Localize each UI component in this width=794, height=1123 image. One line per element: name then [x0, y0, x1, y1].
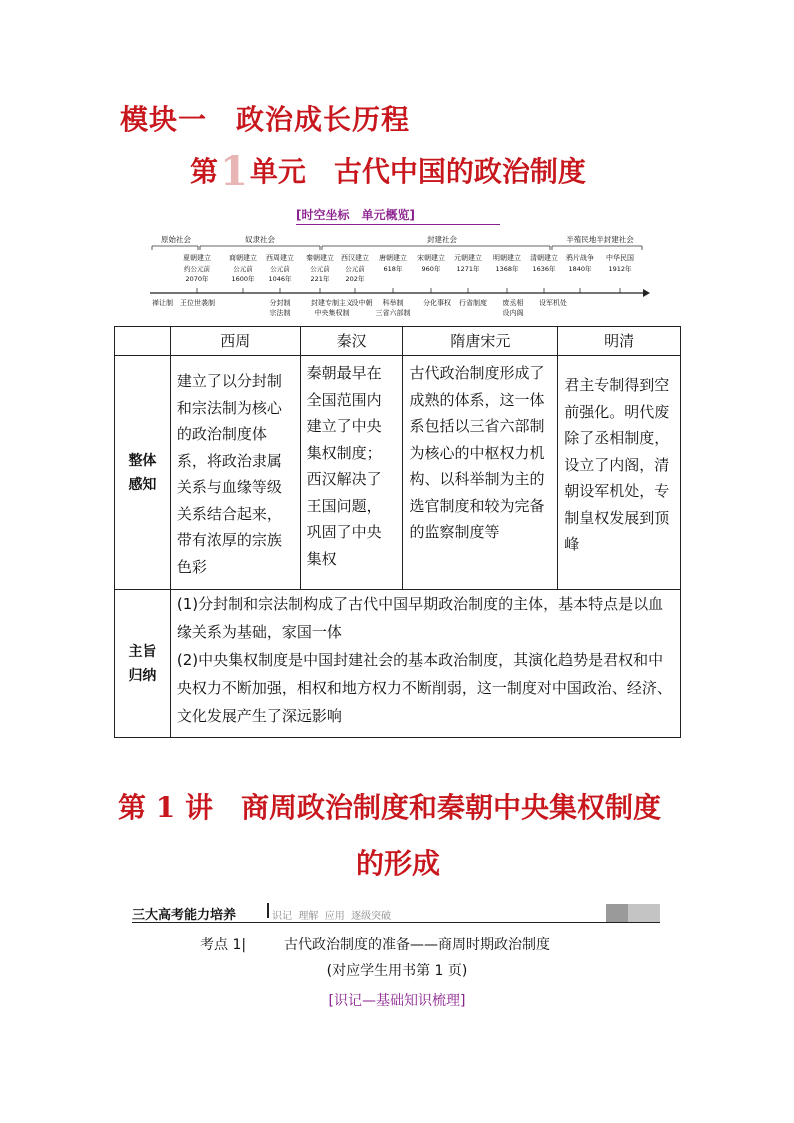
- timeline-period: 原始社会: [161, 235, 191, 244]
- ability-bar-subtitle: 识记 理解 应用 逐级突破: [272, 911, 392, 922]
- timeline-event-date: 1912年: [608, 265, 632, 273]
- timeline-institution: 分封制: [269, 299, 291, 307]
- timeline-institution: 禅让制: [152, 299, 173, 307]
- timeline-event-date: 1636年: [532, 265, 556, 273]
- timeline-institution: 中央集权制: [314, 309, 350, 317]
- row-head-overall: 整体 感知: [115, 356, 171, 590]
- unit-prefix: 第: [190, 155, 219, 188]
- overview-tag: [时空坐标 单元概览]: [296, 206, 500, 225]
- unit-suffix: 单元 古代中国的政治制度: [249, 155, 586, 188]
- timeline-event-date: 2070年: [185, 275, 209, 283]
- timeline-institution: 设中朝: [351, 299, 373, 307]
- timeline-event-name: 西周建立: [266, 254, 294, 262]
- unit-number: 1: [220, 148, 248, 195]
- timeline-institution: 分化事权: [423, 299, 451, 307]
- timeline-event-date: 960年: [421, 265, 441, 273]
- timeline-top-events: [183, 253, 634, 293]
- ability-bar-separator: [267, 903, 269, 918]
- timeline-periods: [152, 234, 642, 250]
- summary-line-1: (1)分封制和宗法制构成了古代中国早期政治制度的主体，基本特点是以血缘关系为基础，家国一体: [176, 595, 664, 641]
- unit-title: [190, 148, 586, 195]
- timeline-event-date: 1368年: [495, 265, 519, 273]
- header-qinhan: 秦汉: [300, 327, 403, 356]
- timeline-period: 封建社会: [427, 235, 457, 244]
- timeline-event-name: 夏朝建立: [183, 254, 211, 262]
- timeline-event-date: 1271年: [456, 265, 480, 273]
- row-head-summary: 主旨 归纳: [115, 590, 171, 738]
- timeline-event-date: 1840年: [568, 265, 592, 273]
- header-suitang: 隋唐宋元: [403, 327, 558, 356]
- timeline-event-date: 202年: [345, 275, 365, 283]
- timeline-event-name: 清朝建立: [530, 254, 558, 262]
- kaodian-text: 古代政治制度的准备——商周时期政治制度: [284, 937, 550, 953]
- timeline-institution: 设内阁: [502, 309, 524, 317]
- cell-mingqing: 君主专制得到空前强化。明代废除了丞相制度，设立了内阁，清朝设军机处，专制皇权发展到顶峰: [558, 356, 681, 590]
- timeline-event-name: 商朝建立: [229, 254, 257, 262]
- timeline-diagram: [150, 228, 650, 323]
- overview-table: [114, 326, 681, 738]
- timeline-institution: 王位世袭制: [180, 299, 215, 307]
- timeline-event-name: 鸦片战争: [566, 254, 594, 262]
- timeline-event-name: 西汉建立: [341, 254, 369, 262]
- timeline-arrow: [643, 289, 650, 297]
- lesson-title-line2: 的形成: [355, 847, 440, 880]
- ability-bar-block-dark: [606, 904, 628, 922]
- timeline-event-date: 221年: [310, 275, 330, 283]
- timeline-event-name: 秦朝建立: [306, 254, 334, 262]
- timeline-event-date: 1046年: [268, 275, 292, 283]
- table-header-row: [115, 327, 681, 356]
- cell-xizhou: 建立了以分封制和宗法制为核心的政治制度体系，将政治隶属关系与血缘等级关系结合起来，带有浓厚的宗族色彩: [170, 356, 300, 590]
- recall-tag: [识记—基础知识梳理]: [328, 993, 466, 1009]
- timeline-event-name: 元朝建立: [454, 254, 482, 262]
- cell-suitang: 古代政治制度形成了成熟的体系，这一体系包括以三省六部制为核心的中枢权力机构、以科举制为主的选官制度和较为完备的监察制度等: [403, 356, 558, 590]
- timeline-event-date: 618年: [383, 265, 403, 273]
- timeline-bottom-events: [152, 298, 567, 317]
- timeline-event-date: 公元前: [233, 265, 253, 273]
- timeline-event-date: 1600年: [231, 275, 255, 283]
- timeline-institution: 废丞相: [502, 299, 524, 307]
- kaodian-label: 考点 1|: [200, 937, 247, 953]
- timeline-institution: 科举制: [382, 299, 404, 307]
- header-mingqing: 明清: [558, 327, 681, 356]
- timeline-institution: 三省六部制: [375, 309, 411, 317]
- timeline-institution: 行省制度: [459, 299, 487, 307]
- cell-qinhan: 秦朝最早在全国范围内建立了中央集权制度；西汉解决了王国问题，巩固了中央集权: [300, 356, 403, 590]
- timeline-event-date: 公元前: [270, 265, 290, 273]
- table-row-overall: [115, 356, 681, 590]
- timeline-event-date: 公元前: [345, 265, 365, 273]
- summary-line-2: (2)中央集权制度是中国封建社会的基本政治制度，其演化趋势是君权和中央权力不断加强，相权和地方权力不断削弱，这一制度对中国政治、经济、文化发展产生了深远影响: [176, 651, 672, 725]
- timeline-event-name: 唐朝建立: [379, 254, 407, 262]
- timeline-period: 半殖民地半封建社会: [566, 235, 634, 244]
- timeline-institution: 封建专制主义: [311, 299, 353, 307]
- timeline-event-name: 明朝建立: [493, 254, 521, 262]
- table-row-summary: [115, 590, 681, 738]
- lesson-title: [118, 780, 698, 892]
- lesson-title-line1: 第 1 讲 商周政治制度和秦朝中央集权制度: [118, 791, 661, 824]
- timeline-event-name: 宋朝建立: [417, 254, 445, 262]
- timeline-event-date: 公元前: [310, 265, 330, 273]
- header-xizhou: 西周: [170, 327, 300, 356]
- cell-summary: [170, 590, 680, 738]
- timeline-event-name: 中华民国: [606, 254, 634, 262]
- ability-bar-title: 三大高考能力培养: [132, 908, 237, 923]
- timeline-institution: 设军机处: [539, 299, 567, 307]
- table-corner: [115, 327, 171, 356]
- timeline-period: 奴隶社会: [245, 235, 275, 244]
- module-title: 模块一 政治成长历程: [120, 103, 411, 136]
- ability-bar-block-light: [628, 904, 660, 922]
- timeline-institution: 宗法制: [269, 309, 291, 317]
- timeline-event-date: 约公元前: [184, 265, 210, 273]
- reference-note: (对应学生用书第 1 页): [326, 963, 468, 979]
